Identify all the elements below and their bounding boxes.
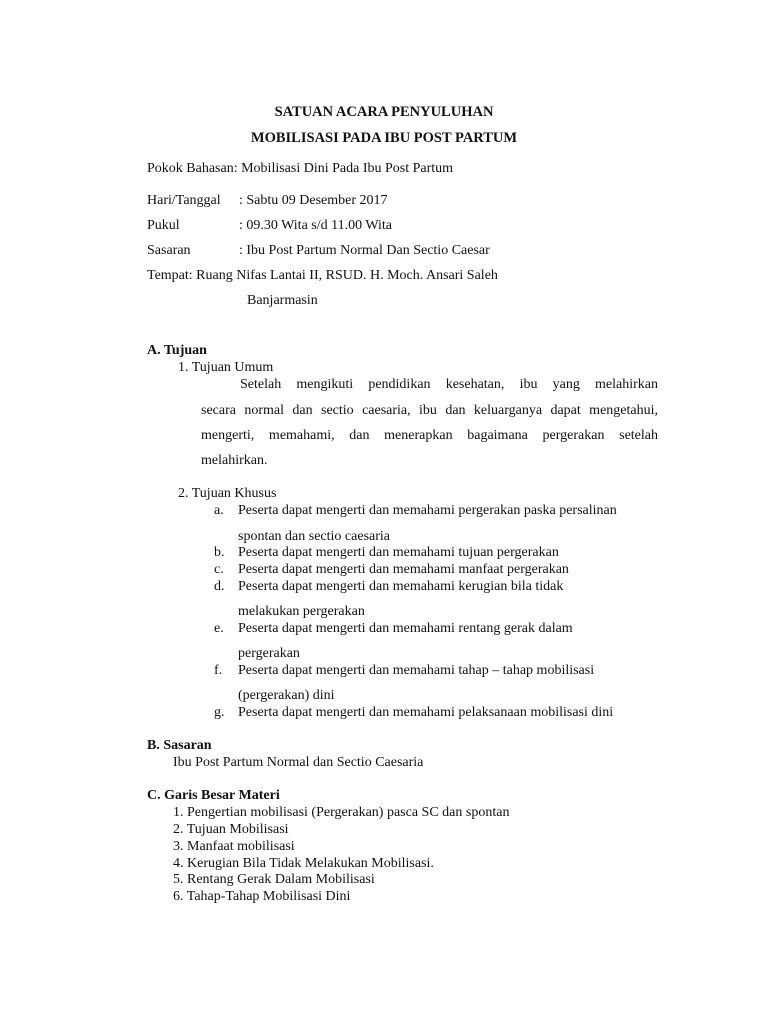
tujuan-umum-line-2: secara normal dan sectio caesaria, ibu dan keluarganya dapat mengetahui, <box>201 403 658 418</box>
khusus-c-line-1: Peserta dapat mengerti dan memahami manfaat pergerakan <box>238 562 569 577</box>
materi-item-6: 6. Tahap-Tahap Mobilisasi Dini <box>173 889 351 904</box>
section-b-heading: B. Sasaran <box>147 738 212 753</box>
khusus-e-line-1: Peserta dapat mengerti dan memahami rentang gerak dalam <box>238 621 573 636</box>
tujuan-khusus-heading: 2. Tujuan Khusus <box>178 486 277 501</box>
tujuan-umum-line-3: mengerti, memahami, dan menerapkan bagaimana pergerakan setelah <box>201 428 658 443</box>
title-line-2: MOBILISASI PADA IBU POST PARTUM <box>250 130 518 146</box>
sasaran-label: Sasaran <box>147 243 191 258</box>
khusus-b-line-1: Peserta dapat mengerti dan memahami tujuan pergerakan <box>238 545 559 560</box>
section-a-heading: A. Tujuan <box>147 343 207 358</box>
tujuan-umum-line-1: Setelah mengikuti pendidikan kesehatan, ibu yang melahirkan <box>240 377 658 392</box>
tempat-line-1: Tempat: Ruang Nifas Lantai II, RSUD. H. Moch. Ansari Saleh <box>147 268 498 283</box>
tempat-line-2: Banjarmasin <box>247 293 318 308</box>
pukul-label: Pukul <box>147 218 180 233</box>
khusus-g-line-1: Peserta dapat mengerti dan memahami pelaksanaan mobilisasi dini <box>238 705 614 720</box>
materi-item-2: 2. Tujuan Mobilisasi <box>173 822 289 837</box>
khusus-d-line-2: melakukan pergerakan <box>238 604 365 619</box>
materi-item-5: 5. Rentang Gerak Dalam Mobilisasi <box>173 872 375 887</box>
pukul-value: : 09.30 Wita s/d 11.00 Wita <box>239 218 392 233</box>
khusus-e-letter: e. <box>214 621 224 636</box>
hari-value: : Sabtu 09 Desember 2017 <box>239 193 388 208</box>
khusus-d-line-1: Peserta dapat mengerti dan memahami kerugian bila tidak <box>238 579 564 594</box>
pokok-bahasan: Pokok Bahasan: Mobilisasi Dini Pada Ibu Post Partum <box>147 161 454 176</box>
khusus-f-line-2: (pergerakan) dini <box>238 688 335 703</box>
tujuan-umum-heading: 1. Tujuan Umum <box>178 360 274 375</box>
hari-label: Hari/Tanggal <box>147 193 221 208</box>
khusus-g-letter: g. <box>214 705 225 720</box>
title-line-1: SATUAN ACARA PENYULUHAN <box>274 104 494 120</box>
sasaran-value: : Ibu Post Partum Normal Dan Sectio Caesar <box>239 243 490 258</box>
khusus-c-letter: c. <box>214 562 224 577</box>
khusus-f-letter: f. <box>214 663 223 678</box>
materi-item-4: 4. Kerugian Bila Tidak Melakukan Mobilisasi. <box>173 856 434 871</box>
tujuan-umum-line-4: melahirkan. <box>201 453 268 468</box>
khusus-b-letter: b. <box>214 545 225 560</box>
khusus-a-letter: a. <box>214 503 224 518</box>
khusus-a-line-2: spontan dan sectio caesaria <box>238 529 390 544</box>
materi-item-1: 1. Pengertian mobilisasi (Pergerakan) pasca SC dan spontan <box>173 805 510 820</box>
khusus-a-line-1: Peserta dapat mengerti dan memahami pergerakan paska persalinan <box>238 503 617 518</box>
materi-item-3: 3. Manfaat mobilisasi <box>173 839 295 854</box>
khusus-f-line-1: Peserta dapat mengerti dan memahami tahap – tahap mobilisasi <box>238 663 595 678</box>
khusus-e-line-2: pergerakan <box>238 646 300 661</box>
khusus-d-letter: d. <box>214 579 225 594</box>
section-c-heading: C. Garis Besar Materi <box>147 788 280 803</box>
section-b-text: Ibu Post Partum Normal dan Sectio Caesaria <box>173 755 424 770</box>
